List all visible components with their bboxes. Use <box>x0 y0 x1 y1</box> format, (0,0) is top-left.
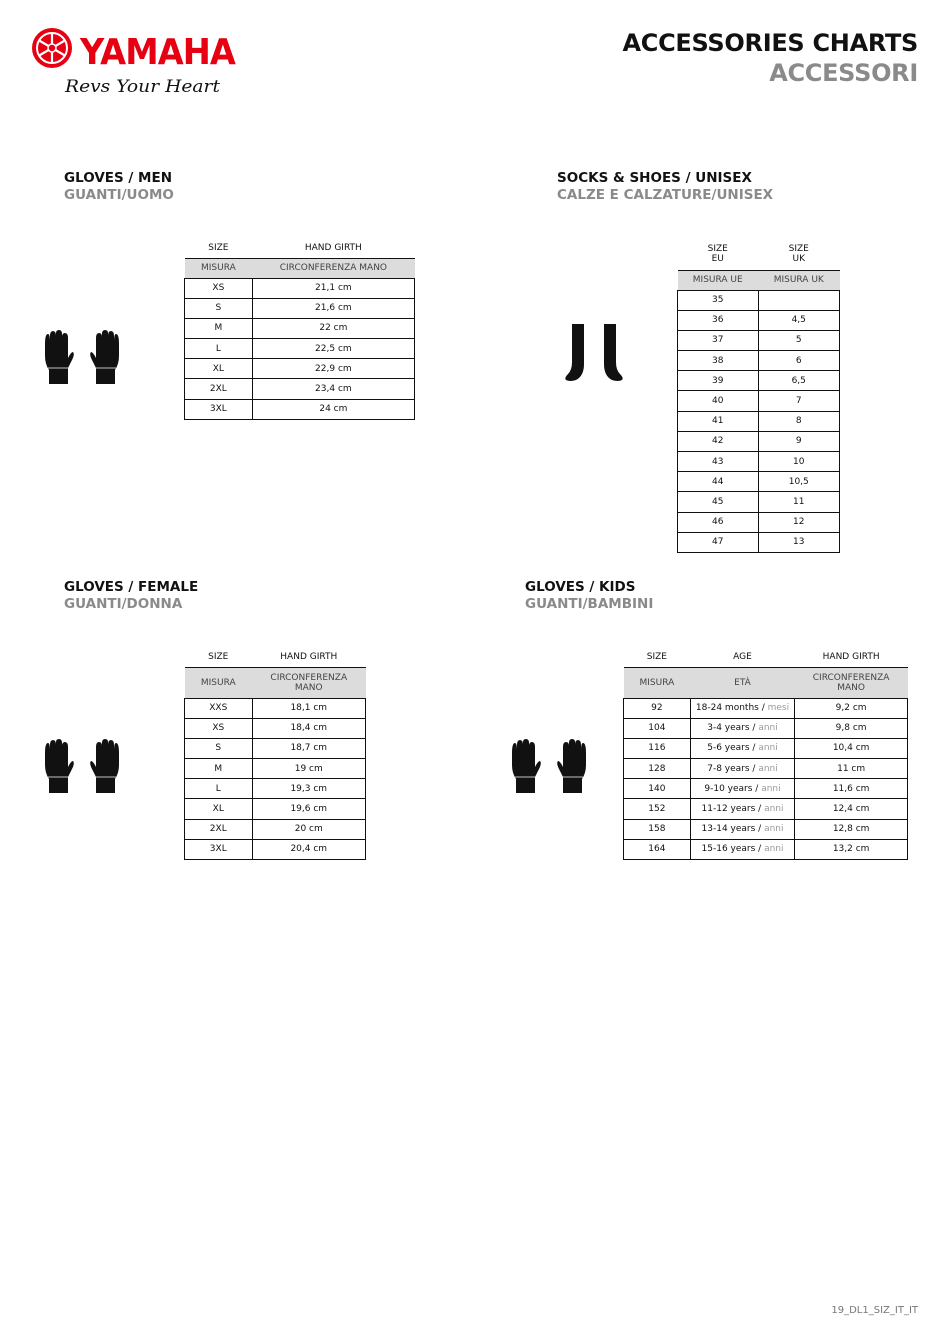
girth-cell: 9,2 cm <box>795 698 908 718</box>
uk-size-cell: 11 <box>758 492 840 512</box>
girth-cell: 20 cm <box>252 819 365 839</box>
column-header: HAND GIRTH <box>795 647 908 667</box>
girth-cell: 18,1 cm <box>252 698 365 718</box>
page-title: ACCESSORIES CHARTS <box>622 29 918 57</box>
table-row <box>185 698 366 718</box>
size-cell: L <box>185 779 253 799</box>
size-cell: M <box>185 318 253 338</box>
table-row <box>624 839 908 859</box>
age-cell <box>690 799 794 819</box>
table-row <box>678 310 840 330</box>
column-header-it: MISURA <box>185 258 253 278</box>
age-it: anni <box>758 743 778 754</box>
girth-cell: 13,2 cm <box>795 839 908 859</box>
table-row <box>624 799 908 819</box>
column-header-it: MISURA UK <box>758 270 840 290</box>
size-cell: S <box>185 298 253 318</box>
size-cell: 128 <box>624 759 691 779</box>
page-header <box>623 28 918 88</box>
size-cell: 3XL <box>185 839 253 859</box>
uk-size-cell: 5 <box>758 330 840 350</box>
eu-size-cell: 46 <box>678 512 759 532</box>
age-cell <box>690 698 794 718</box>
table-row <box>185 339 415 359</box>
table-row <box>624 698 908 718</box>
size-cell: M <box>185 759 253 779</box>
uk-size-cell: 9 <box>758 431 840 451</box>
age-en: 15-16 years / <box>701 844 765 855</box>
gloves-kids-heading <box>525 579 653 613</box>
gloves-men-title-en: GLOVES / MEN <box>64 170 172 186</box>
uk-size-cell: 6,5 <box>758 371 840 391</box>
size-cell: XL <box>185 359 253 379</box>
table-row <box>185 799 366 819</box>
eu-size-cell: 47 <box>678 532 759 552</box>
age-en: 5-6 years / <box>707 743 759 754</box>
table-row <box>185 318 415 338</box>
table-row <box>678 351 840 371</box>
girth-cell: 21,1 cm <box>252 278 414 298</box>
glove-pair-icon <box>42 739 122 799</box>
gloves-female-title-en: GLOVES / FEMALE <box>64 579 199 595</box>
girth-cell: 23,4 cm <box>252 379 414 399</box>
age-it: anni <box>758 723 778 734</box>
age-cell <box>690 759 794 779</box>
table-row <box>185 718 366 738</box>
table-row <box>678 492 840 512</box>
girth-cell: 22,5 cm <box>252 339 414 359</box>
girth-cell: 18,4 cm <box>252 718 365 738</box>
age-cell <box>690 718 794 738</box>
eu-size-cell: 41 <box>678 411 759 431</box>
brand-tagline: Revs Your Heart <box>63 77 221 97</box>
age-it: anni <box>761 783 781 794</box>
girth-cell: 22,9 cm <box>252 359 414 379</box>
size-cell: 140 <box>624 779 691 799</box>
eu-size-cell: 42 <box>678 431 759 451</box>
girth-cell: 21,6 cm <box>252 298 414 318</box>
socks-shoes-title-it: CALZE E CALZATURE/UNISEX <box>557 187 774 203</box>
column-header-it: MISURA UE <box>678 270 759 290</box>
girth-cell: 12,4 cm <box>795 799 908 819</box>
uk-size-cell: 4,5 <box>758 310 840 330</box>
girth-cell: 12,8 cm <box>795 819 908 839</box>
table-row <box>678 290 840 310</box>
table-row <box>185 819 366 839</box>
gloves-men-table <box>184 238 415 420</box>
age-cell <box>690 819 794 839</box>
column-header: HAND GIRTH <box>252 647 365 667</box>
socks-pair-icon <box>562 324 626 386</box>
gloves-kids-title-it: GUANTI/BAMBINI <box>525 596 654 612</box>
brand-name: YAMAHA <box>79 32 237 73</box>
uk-size-cell: 6 <box>758 351 840 371</box>
age-it: anni <box>764 804 784 815</box>
column-header-it: CIRCONFERENZA MANO <box>795 667 908 698</box>
uk-size-cell <box>758 290 840 310</box>
age-it: anni <box>758 763 778 774</box>
eu-size-cell: 36 <box>678 310 759 330</box>
table-row <box>678 431 840 451</box>
glove-pair-icon <box>42 330 122 390</box>
socks-shoes-table <box>677 238 840 553</box>
size-cell: 3XL <box>185 399 253 419</box>
table-row <box>678 330 840 350</box>
age-cell <box>690 839 794 859</box>
girth-cell: 19 cm <box>252 759 365 779</box>
girth-cell: 18,7 cm <box>252 738 365 758</box>
girth-cell: 20,4 cm <box>252 839 365 859</box>
size-cell: 152 <box>624 799 691 819</box>
column-header: SIZE <box>185 238 253 258</box>
age-en: 13-14 years / <box>701 824 765 835</box>
table-row <box>185 759 366 779</box>
age-cell <box>690 779 794 799</box>
table-row <box>678 391 840 411</box>
size-cell: XXS <box>185 698 253 718</box>
eu-size-cell: 44 <box>678 472 759 492</box>
gloves-kids-table <box>623 647 908 860</box>
gloves-men-heading <box>64 170 174 204</box>
table-row <box>185 399 415 419</box>
column-header-it: CIRCONFERENZA MANO <box>252 258 414 278</box>
column-header-it: ETÀ <box>690 667 794 698</box>
column-header: SIZE UK <box>758 238 840 270</box>
table-row <box>678 532 840 552</box>
eu-size-cell: 40 <box>678 391 759 411</box>
age-en: 7-8 years / <box>707 763 759 774</box>
age-it: mesi <box>767 703 790 714</box>
size-cell: L <box>185 339 253 359</box>
table-row <box>624 738 908 758</box>
size-cell: 2XL <box>185 819 253 839</box>
girth-cell: 22 cm <box>252 318 414 338</box>
column-header-it: MISURA <box>185 667 253 698</box>
age-it: anni <box>764 824 784 835</box>
table-row <box>678 512 840 532</box>
girth-cell: 11 cm <box>795 759 908 779</box>
eu-size-cell: 39 <box>678 371 759 391</box>
uk-size-cell: 12 <box>758 512 840 532</box>
age-en: 9-10 years / <box>704 783 762 794</box>
girth-cell: 11,6 cm <box>795 779 908 799</box>
gloves-kids-title-en: GLOVES / KIDS <box>525 579 636 595</box>
table-row <box>185 359 415 379</box>
table-row <box>678 452 840 472</box>
socks-shoes-title-en: SOCKS & SHOES / UNISEX <box>557 170 752 186</box>
eu-size-cell: 43 <box>678 452 759 472</box>
table-row <box>185 298 415 318</box>
uk-size-cell: 13 <box>758 532 840 552</box>
girth-cell: 10,4 cm <box>795 738 908 758</box>
column-header: AGE <box>690 647 794 667</box>
eu-size-cell: 45 <box>678 492 759 512</box>
table-row <box>185 839 366 859</box>
girth-cell: 9,8 cm <box>795 718 908 738</box>
column-header: SIZE <box>185 647 253 667</box>
page-subtitle: ACCESSORI <box>769 59 918 87</box>
size-cell: 164 <box>624 839 691 859</box>
size-cell: S <box>185 738 253 758</box>
uk-size-cell: 8 <box>758 411 840 431</box>
column-header-it: CIRCONFERENZA MANO <box>252 667 365 698</box>
eu-size-cell: 37 <box>678 330 759 350</box>
table-row <box>678 371 840 391</box>
gloves-female-heading <box>64 579 198 613</box>
yamaha-logo <box>30 26 240 102</box>
table-row <box>185 379 415 399</box>
age-en: 3-4 years / <box>707 723 759 734</box>
girth-cell: 24 cm <box>252 399 414 419</box>
girth-cell: 19,6 cm <box>252 799 365 819</box>
socks-shoes-heading <box>557 170 773 204</box>
age-cell <box>690 738 794 758</box>
column-header: SIZE <box>624 647 691 667</box>
table-row <box>185 738 366 758</box>
table-row <box>624 759 908 779</box>
column-header: SIZE EU <box>678 238 759 270</box>
gloves-female-table <box>184 647 366 860</box>
yamaha-emblem-icon <box>30 26 240 102</box>
column-header: HAND GIRTH <box>252 238 414 258</box>
gloves-men-title-it: GUANTI/UOMO <box>64 187 174 203</box>
uk-size-cell: 7 <box>758 391 840 411</box>
table-row <box>185 278 415 298</box>
eu-size-cell: 35 <box>678 290 759 310</box>
size-cell: 104 <box>624 718 691 738</box>
size-cell: 2XL <box>185 379 253 399</box>
size-cell: 158 <box>624 819 691 839</box>
age-it: anni <box>764 844 784 855</box>
column-header-it: MISURA <box>624 667 691 698</box>
table-row <box>678 472 840 492</box>
table-row <box>624 779 908 799</box>
age-en: 18-24 months / <box>695 703 768 714</box>
eu-size-cell: 38 <box>678 351 759 371</box>
table-row <box>624 819 908 839</box>
document-code: 19_DL1_SIZ_IT_IT <box>831 1305 918 1316</box>
table-row <box>624 718 908 738</box>
uk-size-cell: 10 <box>758 452 840 472</box>
girth-cell: 19,3 cm <box>252 779 365 799</box>
size-cell: 116 <box>624 738 691 758</box>
size-cell: 92 <box>624 698 691 718</box>
gloves-female-title-it: GUANTI/DONNA <box>64 596 183 612</box>
size-cell: XS <box>185 718 253 738</box>
age-en: 11-12 years / <box>701 804 765 815</box>
uk-size-cell: 10,5 <box>758 472 840 492</box>
glove-pair-icon <box>509 739 589 799</box>
size-cell: XL <box>185 799 253 819</box>
size-cell: XS <box>185 278 253 298</box>
table-row <box>185 779 366 799</box>
table-row <box>678 411 840 431</box>
